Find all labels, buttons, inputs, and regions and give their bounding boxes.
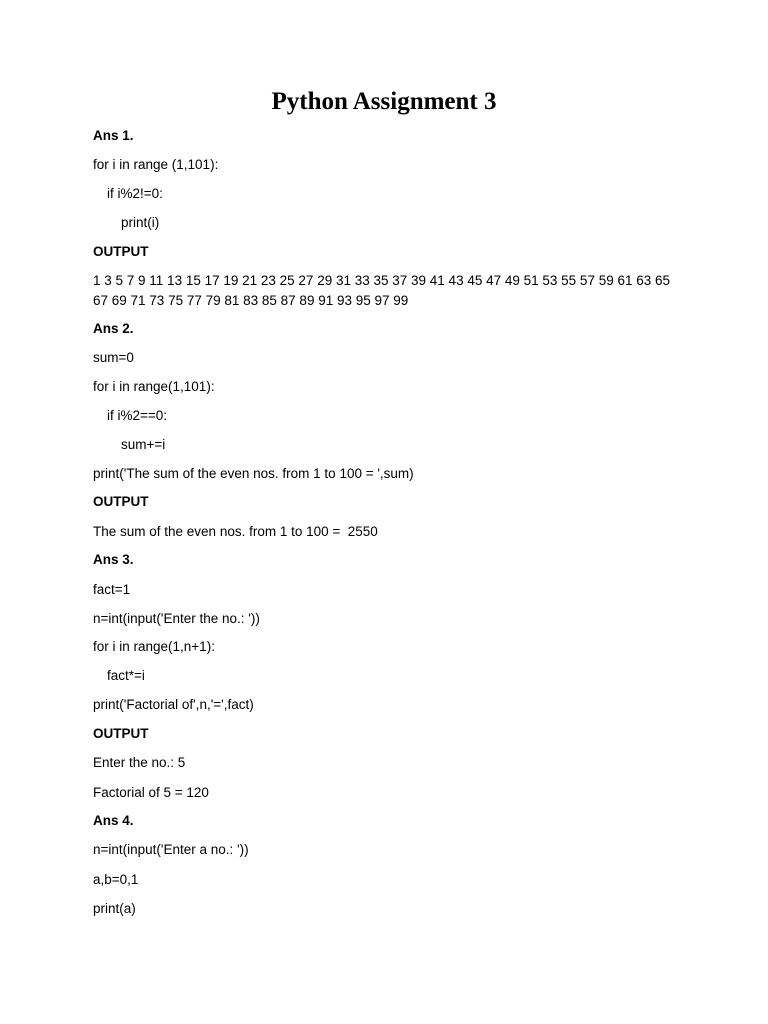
- ans2-heading: Ans 2.: [93, 321, 134, 336]
- ans2-code-line: if i%2==0:: [107, 408, 168, 423]
- ans4-code-line: print(a): [93, 901, 136, 916]
- ans3-output-text: Enter the no.: 5: [93, 755, 186, 770]
- ans1-output-label: OUTPUT: [93, 244, 149, 259]
- ans4-code-line: a,b=0,1: [93, 872, 139, 887]
- ans1-code-line: for i in range (1,101):: [93, 157, 219, 172]
- ans2-output-text: The sum of the even nos. from 1 to 100 = 2550: [93, 524, 378, 539]
- ans3-code-line: fact*=i: [107, 668, 145, 683]
- ans1-output-text: 1 3 5 7 9 11 13 15 17 19 21 23 25 27 29 31 33 35 37 39 41 43 45 47 49 51 53 55 57 59 61 63 65 67 69 71 73 75 77 79 81 83 85 87 89 91 93 95 97 99: [93, 273, 671, 308]
- ans3-output-text: Factorial of 5 = 120: [93, 785, 209, 800]
- ans2-output-label: OUTPUT: [93, 494, 149, 509]
- ans1-heading: Ans 1.: [93, 128, 134, 143]
- ans2-code-line: for i in range(1,101):: [93, 379, 215, 394]
- ans3-heading: Ans 3.: [93, 552, 134, 567]
- ans3-code-line: print('Factorial of',n,'=',fact): [93, 697, 254, 712]
- ans1-code-line: if i%2!=0:: [107, 186, 163, 201]
- ans4-code-line: n=int(input('Enter a no.: ')): [93, 842, 249, 857]
- ans2-code-line: sum=0: [93, 350, 134, 365]
- ans2-code-line: sum+=i: [121, 437, 166, 452]
- ans2-code-line: print('The sum of the even nos. from 1 to 100 = ',sum): [93, 466, 414, 481]
- ans3-code-line: fact=1: [93, 582, 131, 597]
- document-title: Python Assignment 3: [271, 88, 497, 115]
- ans3-code-line: for i in range(1,n+1):: [93, 639, 215, 654]
- ans1-code-line: print(i): [121, 215, 160, 230]
- ans3-code-line: n=int(input('Enter the no.: ')): [93, 611, 260, 626]
- ans3-output-label: OUTPUT: [93, 726, 149, 741]
- ans4-heading: Ans 4.: [93, 813, 134, 828]
